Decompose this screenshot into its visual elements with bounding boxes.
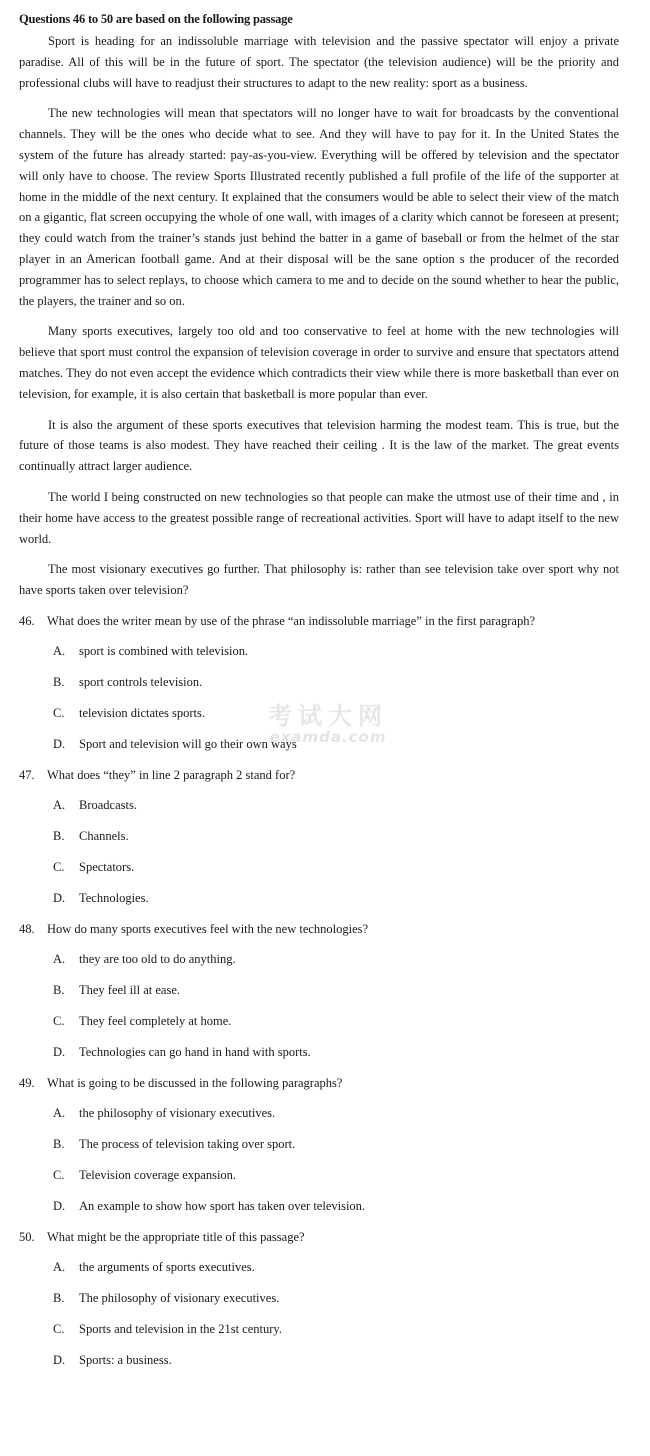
option-50-b [53,1288,619,1308]
option-48-d [53,1042,619,1062]
option-letter: A. [53,643,66,658]
option-text: They feel completely at home. [79,1013,232,1028]
option-letter: C. [53,1167,65,1182]
passage-heading: Questions 46 to 50 are based on the following passage [19,12,293,26]
question-stem [19,1227,619,1247]
option-48-b [53,980,619,1000]
option-text: the philosophy of visionary executives. [79,1105,276,1120]
option-text: Television coverage expansion. [79,1167,237,1182]
option-text: Sports and television in the 21st century. [79,1321,282,1336]
question-text: What does the writer mean by use of the phrase “an indissoluble marriage” in the first paragraph? [47,613,536,628]
passage-paragraph-1: Sport is heading for an indissoluble marriage with television and the passive spectator will enjoy a private paradise. All of this will be in the future of sport. The spectator (the television audience) will be the priority and professional clubs will have to readjust their structures to adapt to the new reality: sport as a business. [19,34,619,90]
option-46-a [53,641,619,661]
option-text: An example to show how sport has taken over television. [79,1198,366,1213]
option-49-c [53,1165,619,1185]
question-text: How do many sports executives feel with the new technologies? [47,921,369,936]
option-text: Technologies. [79,890,149,905]
question-stem [19,919,619,939]
question-stem [19,765,619,785]
question-48 [19,919,619,1062]
option-letter: C. [53,1321,65,1336]
option-47-d [53,888,619,908]
exam-page [19,9,619,1381]
watermark-chinese-text: 考试大网 [268,702,388,730]
passage-paragraph-3: Many sports executives, largely too old and too conservative to feel at home with the new technologies will believe that sport must control the expansion of television coverage in order to survive and ensure that spectators attend matches. They do not even accept the evidence which contradicts their view while there is more basketball than ever on television, for example, it is also certain that basketball is more popular than ever. [19,324,619,401]
option-49-a [53,1103,619,1123]
question-text: What does “they” in line 2 paragraph 2 stand for? [47,767,296,782]
question-number: 49. [19,1075,35,1090]
question-list [19,611,619,1370]
option-text: They feel ill at ease. [79,982,180,997]
option-48-a [53,949,619,969]
question-text: What might be the appropriate title of this passage? [47,1229,305,1244]
passage-paragraph-6: The most visionary executives go further. That philosophy is: rather than see television take over sport why not have sports taken over television? [19,562,619,598]
question-stem [19,611,619,631]
option-text: they are too old to do anything. [79,951,236,966]
question-stem [19,1073,619,1093]
option-text: The philosophy of visionary executives. [79,1290,280,1305]
option-letter: C. [53,859,65,874]
question-number: 50. [19,1229,35,1244]
option-letter: D. [53,1352,66,1367]
question-number: 48. [19,921,35,936]
option-letter: A. [53,1105,66,1120]
question-number: 46. [19,613,35,628]
option-text: The process of television taking over sport. [79,1136,296,1151]
question-text: What is going to be discussed in the following paragraphs? [47,1075,343,1090]
option-46-b [53,672,619,692]
option-letter: B. [53,982,65,997]
option-letter: D. [53,1044,66,1059]
option-47-b [53,826,619,846]
option-47-c [53,857,619,877]
option-text: Spectators. [79,859,135,874]
option-text: the arguments of sports executives. [79,1259,255,1274]
option-50-d [53,1350,619,1370]
option-letter: A. [53,797,66,812]
option-letter: B. [53,1136,65,1151]
question-50 [19,1227,619,1370]
option-50-a [53,1257,619,1277]
option-text: Channels. [79,828,129,843]
passage-paragraph-2: The new technologies will mean that spectators will no longer have to wait for broadcasts by the conventional channels. They will be the ones who decide what to see. And they will have to pay for it. In the United States the system of the future has already started: pay-as-you-view. Everything will be offered by television and the spectator will only have to choose. The review Sports Illustrated recently published a full profile of the life of the supporter at home in the middle of the next century. It explained that the consumers would be able to select their view of the match on a gigantic, flat screen occupying the whole of one wall, with images of a clarity which cannot be foreseen at present; they could watch from the trainer’s stands just behind the batter in a game of baseball or from the helmet of the star player in an American football game. And at their disposal will be the sane option s the producer of the recorded programmer has to select replays, to choose which camera to me and to decide on the sound whether to hear the public, the players, the trainer and so on. [19,106,619,308]
question-number: 47. [19,767,35,782]
option-46-d [53,734,619,754]
option-text: television dictates sports. [79,705,206,720]
option-47-a [53,795,619,815]
watermark-domain-text: examda.com [269,728,387,746]
passage-paragraph-5: The world I being constructed on new technologies so that people can make the utmost use of their time and , in their home have access to the greatest possible range of recreational activities. Sport will have to adapt itself to the new world. [19,489,619,546]
option-text: Broadcasts. [79,797,137,812]
option-text: Sports: a business. [79,1352,172,1367]
question-49 [19,1073,619,1216]
option-49-b [53,1134,619,1154]
option-letter: B. [53,1290,65,1305]
option-letter: D. [53,890,66,905]
option-48-c [53,1011,619,1031]
option-letter: A. [53,951,66,966]
option-letter: B. [53,828,65,843]
question-47 [19,765,619,908]
passage [19,31,619,601]
option-text: Technologies can go hand in hand with sports. [79,1044,311,1059]
passage-paragraph-4: It is also the argument of these sports executives that television harming the modest team. This is true, but the future of those teams is also modest. They have reached their ceiling . It is the law of the market. The great events continually attract larger audience. [19,417,619,474]
option-letter: C. [53,705,65,720]
option-text: sport is combined with television. [79,643,249,658]
option-text: Sport and television will go their own ways [79,736,297,751]
option-letter: D. [53,736,66,751]
option-49-d [53,1196,619,1216]
option-text: sport controls television. [79,674,203,689]
question-46 [19,611,619,754]
option-letter: C. [53,1013,65,1028]
option-letter: B. [53,674,65,689]
option-50-c [53,1319,619,1339]
option-letter: A. [53,1259,66,1274]
option-letter: D. [53,1198,66,1213]
option-46-c [53,703,619,723]
